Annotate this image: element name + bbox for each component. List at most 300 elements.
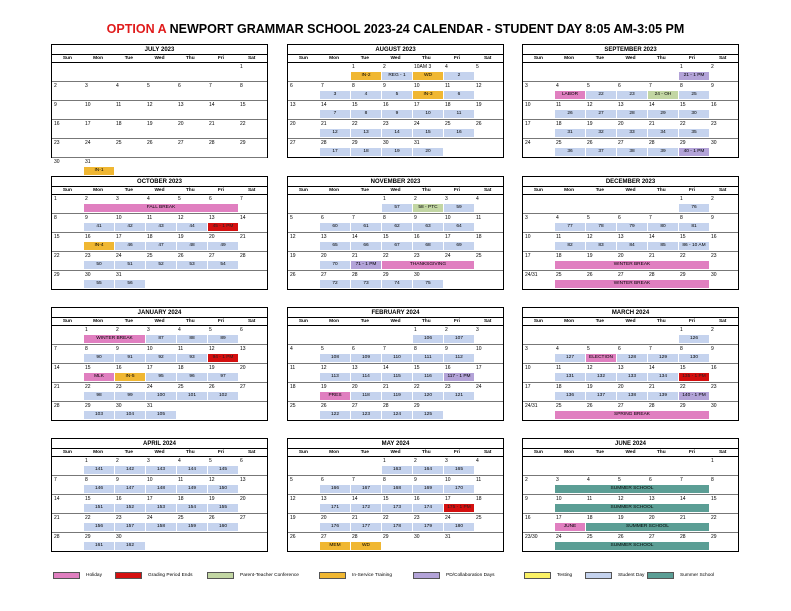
- day-number: 14: [649, 365, 655, 371]
- day-number: 30: [711, 140, 717, 146]
- day-number: 6: [321, 215, 324, 221]
- legend-label: Student Day: [618, 573, 645, 578]
- day-event-student: 88: [177, 335, 207, 343]
- day-event-student: 172: [351, 504, 381, 512]
- title-option: OPTION A: [106, 22, 167, 36]
- day-number: 22: [680, 121, 686, 127]
- day-number: 9: [711, 83, 714, 89]
- month-block: [522, 44, 739, 158]
- day-number: 27: [618, 272, 624, 278]
- day-number: 2: [525, 477, 528, 483]
- day-event-student: 119: [382, 392, 412, 400]
- day-name: Wed: [390, 188, 401, 193]
- day-number: 24: [556, 534, 562, 540]
- day-number: 29: [240, 140, 246, 146]
- month-title: JULY 2023: [52, 45, 267, 55]
- day-number: 1: [85, 458, 88, 464]
- day-header-row: [52, 55, 267, 63]
- month-title: JUNE 2024: [523, 439, 738, 449]
- day-number: 16: [445, 365, 451, 371]
- day-number: 15: [383, 496, 389, 502]
- day-event-student: 133: [617, 373, 647, 381]
- day-number: 11: [445, 83, 451, 89]
- day-number: 12: [618, 496, 624, 502]
- day-name: Thu: [421, 450, 431, 455]
- day-number: 26: [209, 515, 215, 521]
- day-event-grading: 135 - 1 PM: [679, 373, 709, 381]
- day-number: 25: [476, 253, 482, 259]
- day-number: 10: [445, 477, 451, 483]
- day-number: 20: [618, 253, 624, 259]
- day-number: 5: [209, 458, 212, 464]
- day-number: 8: [85, 477, 88, 483]
- day-event-student: 97: [208, 373, 238, 381]
- day-number: 16: [116, 496, 122, 502]
- day-number: 23: [445, 384, 451, 390]
- day-number: 26: [587, 403, 593, 409]
- day-number: 29: [352, 140, 358, 146]
- day-number: 28: [54, 534, 60, 540]
- day-number: 3: [525, 215, 528, 221]
- day-number: 18: [445, 102, 451, 108]
- week-row: [523, 139, 738, 158]
- day-number: 13: [618, 102, 624, 108]
- day-event-student: 90: [84, 354, 114, 362]
- day-number: 6: [209, 196, 212, 202]
- day-name: Fri: [453, 188, 461, 193]
- day-number: 17: [116, 234, 122, 240]
- day-event-student: 111: [413, 354, 443, 362]
- day-event-student: 32: [586, 129, 616, 137]
- day-number: 18: [290, 384, 296, 390]
- day-number: 13: [618, 365, 624, 371]
- legend-swatch: [115, 572, 142, 579]
- day-event-student: 22: [586, 91, 616, 99]
- day-event-student: 54: [208, 261, 238, 269]
- day-name: Sat: [247, 56, 256, 61]
- day-name: Mon: [564, 450, 574, 455]
- week-row: [288, 82, 503, 101]
- day-event-student: 165: [444, 466, 474, 474]
- day-number: 28: [54, 403, 60, 409]
- day-number: 22: [85, 515, 91, 521]
- day-event-student: 11: [444, 110, 474, 118]
- day-number: 5: [290, 477, 293, 483]
- week-row: [523, 326, 738, 345]
- day-number: 29: [54, 272, 60, 278]
- day-name: Wed: [625, 56, 636, 61]
- day-number: 17: [445, 234, 451, 240]
- day-number: 25: [147, 253, 153, 259]
- day-number: 27: [321, 272, 327, 278]
- day-event-student: 180: [444, 523, 474, 531]
- day-number: 24/31: [525, 403, 538, 409]
- day-event-student: 68: [413, 242, 443, 250]
- day-number: 30: [54, 159, 60, 165]
- day-number: 11: [178, 346, 184, 352]
- day-number: 29: [680, 403, 686, 409]
- day-name: Sat: [247, 319, 256, 324]
- day-event-student: 46: [115, 242, 145, 250]
- day-event-student: 99: [115, 392, 145, 400]
- day-event-ptc: 58 - PTC: [413, 204, 443, 212]
- day-number: 6: [649, 477, 652, 483]
- day-name: Sat: [718, 188, 727, 193]
- day-number: 29: [414, 403, 420, 409]
- day-number: 4: [556, 83, 559, 89]
- week-row: [52, 495, 267, 514]
- day-event-inservice: IN-2: [351, 72, 381, 80]
- day-number: 20: [618, 121, 624, 127]
- day-event-student: 108: [320, 354, 350, 362]
- week-row: [288, 139, 503, 158]
- day-number: 12: [290, 496, 296, 502]
- day-number: 12: [476, 83, 482, 89]
- day-number: 7: [209, 83, 212, 89]
- day-event-holiday: JUNE: [555, 523, 585, 531]
- day-header-row: [52, 187, 267, 195]
- month-title: FEBRUARY 2024: [288, 308, 503, 318]
- day-name: Sun: [533, 319, 543, 324]
- day-event-student: 53: [177, 261, 207, 269]
- day-number: 2: [116, 327, 119, 333]
- day-number: 28: [352, 534, 358, 540]
- day-event-student: 17: [320, 148, 350, 156]
- day-number: 28: [680, 534, 686, 540]
- day-event-student: 120: [413, 392, 443, 400]
- month-title: MARCH 2024: [523, 308, 738, 318]
- day-event-student: 156: [84, 523, 114, 531]
- day-name: Thu: [656, 450, 666, 455]
- day-number: 12: [178, 215, 184, 221]
- day-event-student: 92: [146, 354, 176, 362]
- day-number: 20: [209, 234, 215, 240]
- day-event-student: 62: [382, 223, 412, 231]
- day-number: 22: [383, 253, 389, 259]
- day-number: 19: [178, 234, 184, 240]
- day-number: 28: [352, 272, 358, 278]
- title-text: NEWPORT GRAMMAR SCHOOL 2023-24 CALENDAR - STUDENT DAY 8:05 AM-3:05 PM: [166, 22, 685, 36]
- day-number: 2: [414, 458, 417, 464]
- day-name: Sun: [298, 450, 308, 455]
- day-name: Fri: [217, 319, 225, 324]
- day-number: 21: [240, 234, 246, 240]
- day-event-student: 34: [648, 129, 678, 137]
- day-number: 27: [240, 515, 246, 521]
- day-number: 29: [680, 140, 686, 146]
- day-number: 27: [618, 140, 624, 146]
- day-number: 9: [445, 346, 448, 352]
- day-name: Tue: [360, 56, 369, 61]
- day-number: 18: [587, 515, 593, 521]
- day-event-student: 129: [648, 354, 678, 362]
- day-name: Thu: [185, 56, 195, 61]
- day-name: Wed: [154, 450, 165, 455]
- month-title: AUGUST 2023: [288, 45, 503, 55]
- month-title: SEPTEMBER 2023: [523, 45, 738, 55]
- day-event-student: 167: [351, 485, 381, 493]
- day-header-row: [288, 187, 503, 195]
- day-event-student: 8: [351, 110, 381, 118]
- day-number: 8: [85, 346, 88, 352]
- day-name: Fri: [453, 56, 461, 61]
- week-row: [288, 63, 503, 82]
- month-block: [287, 44, 504, 158]
- week-row: [288, 533, 503, 552]
- day-event-student: 70: [320, 261, 350, 269]
- day-number: 13: [209, 215, 215, 221]
- day-number: 25: [556, 272, 562, 278]
- day-event-holiday: THANKSGIVING: [382, 261, 474, 269]
- day-event-student: 166: [320, 485, 350, 493]
- day-event-student: 176: [320, 523, 350, 531]
- day-name: Mon: [329, 319, 339, 324]
- day-event-student: 118: [351, 392, 381, 400]
- day-number: 9: [525, 496, 528, 502]
- day-number: 23: [711, 253, 717, 259]
- day-name: Fri: [217, 450, 225, 455]
- day-number: 26: [290, 534, 296, 540]
- day-event-student: 27: [586, 110, 616, 118]
- day-number: 13: [618, 234, 624, 240]
- day-event-student: 114: [351, 373, 381, 381]
- week-row: [523, 533, 738, 552]
- day-event-student: 152: [115, 504, 145, 512]
- day-name: Wed: [390, 56, 401, 61]
- day-event-student: 153: [146, 504, 176, 512]
- day-event-student: 49: [208, 242, 238, 250]
- day-event-student: 171: [320, 504, 350, 512]
- day-event-student: 82: [555, 242, 585, 250]
- day-number: 30: [116, 534, 122, 540]
- day-name: Tue: [124, 188, 133, 193]
- day-number: 7: [649, 346, 652, 352]
- day-number: 15: [680, 102, 686, 108]
- day-event-student: 150: [208, 485, 238, 493]
- week-row: [52, 364, 267, 383]
- day-number: 11: [556, 365, 562, 371]
- day-number: 20: [618, 384, 624, 390]
- month-block: [51, 307, 268, 421]
- day-number: 4: [116, 83, 119, 89]
- week-row: [523, 63, 738, 82]
- day-number: 25: [556, 140, 562, 146]
- day-number: 14: [54, 496, 60, 502]
- day-number: 14: [240, 215, 246, 221]
- day-event-student: 91: [115, 354, 145, 362]
- day-event-student: 61: [351, 223, 381, 231]
- day-number: 17: [445, 496, 451, 502]
- day-event-student: 163: [382, 466, 412, 474]
- day-event-student: 93: [177, 354, 207, 362]
- day-number: 19: [209, 365, 215, 371]
- month-block: [51, 176, 268, 290]
- day-number: 9: [85, 215, 88, 221]
- day-name: Sun: [533, 56, 543, 61]
- day-number: 2: [711, 64, 714, 70]
- day-number: 16: [711, 102, 717, 108]
- day-number: 9: [711, 215, 714, 221]
- day-number: 3: [85, 83, 88, 89]
- day-event-student: 173: [382, 504, 412, 512]
- day-number: 19: [321, 384, 327, 390]
- day-event-student: 25: [679, 91, 709, 99]
- day-number: 22: [352, 121, 358, 127]
- day-name: Sat: [483, 319, 492, 324]
- day-event-student: 74: [382, 280, 412, 288]
- day-event-holiday: LABOR: [555, 91, 585, 99]
- day-name: Fri: [688, 188, 696, 193]
- day-event-student: 33: [617, 129, 647, 137]
- day-number: 18: [476, 496, 482, 502]
- month-block: [51, 438, 268, 552]
- day-number: 24: [476, 384, 482, 390]
- day-name: Wed: [625, 450, 636, 455]
- day-event-student: 73: [351, 280, 381, 288]
- day-number: 4: [556, 215, 559, 221]
- day-name: Tue: [595, 450, 604, 455]
- day-number: 25: [476, 515, 482, 521]
- day-number: 21: [649, 384, 655, 390]
- day-number: 28: [321, 140, 327, 146]
- day-number: 5: [618, 477, 621, 483]
- day-number: 4: [147, 196, 150, 202]
- day-number: 16: [85, 234, 91, 240]
- day-number: 13: [290, 102, 296, 108]
- month-block: [287, 176, 504, 290]
- day-event-inservice: IN-4: [84, 242, 114, 250]
- legend-label: Summer School: [680, 573, 715, 578]
- day-number: 1: [383, 196, 386, 202]
- day-event-student: 100: [146, 392, 176, 400]
- week-row: [523, 345, 738, 364]
- day-event-student: 15: [413, 129, 443, 137]
- day-event-summer: SUMMER SCHOOL: [555, 542, 709, 550]
- day-event-student: 66: [351, 242, 381, 250]
- day-number: 18: [556, 253, 562, 259]
- day-number: 24: [525, 140, 531, 146]
- day-event-student: 64: [444, 223, 474, 231]
- day-number: 8: [54, 215, 57, 221]
- day-number: 16: [711, 234, 717, 240]
- day-number: 12: [321, 365, 327, 371]
- day-event-student: 138: [617, 392, 647, 400]
- day-number: 13: [321, 496, 327, 502]
- day-number: 21: [649, 121, 655, 127]
- day-event-student: 147: [115, 485, 145, 493]
- day-number: 2: [85, 196, 88, 202]
- day-number: 9: [414, 215, 417, 221]
- day-name: Sun: [62, 450, 72, 455]
- month-title: MAY 2024: [288, 439, 503, 449]
- day-number: 9: [54, 102, 57, 108]
- day-number: 3: [556, 477, 559, 483]
- day-event-pd: 117 - 1 PM: [444, 373, 474, 381]
- day-event-student: 126: [679, 335, 709, 343]
- day-name: Sat: [718, 450, 727, 455]
- day-number: 23: [54, 140, 60, 146]
- day-number: 13: [240, 477, 246, 483]
- day-number: 15: [711, 496, 717, 502]
- day-number: 11: [587, 496, 593, 502]
- day-number: 30: [116, 403, 122, 409]
- day-name: Sat: [247, 188, 256, 193]
- day-number: 9: [414, 477, 417, 483]
- day-number: 4: [556, 346, 559, 352]
- day-number: 19: [587, 253, 593, 259]
- day-number: 13: [178, 102, 184, 108]
- day-event-student: 124: [382, 411, 412, 419]
- day-number: 6: [618, 215, 621, 221]
- day-number: 28: [240, 253, 246, 259]
- day-event-student: 157: [115, 523, 145, 531]
- day-number: 22: [240, 121, 246, 127]
- day-name: Sun: [533, 450, 543, 455]
- day-name: Mon: [564, 188, 574, 193]
- day-number: 25: [587, 534, 593, 540]
- day-event-student: 154: [177, 504, 207, 512]
- day-number: 28: [383, 403, 389, 409]
- week-row: [52, 214, 267, 233]
- day-number: 1: [711, 458, 714, 464]
- day-number: 22: [54, 253, 60, 259]
- day-event-student: 23: [617, 91, 647, 99]
- day-name: Fri: [688, 450, 696, 455]
- day-number: 21: [321, 121, 327, 127]
- day-number: 25: [116, 140, 122, 146]
- day-number: 15: [85, 365, 91, 371]
- day-number: 1: [414, 327, 417, 333]
- day-event-student: 31: [555, 129, 585, 137]
- day-event-student: 59: [444, 204, 474, 212]
- day-event-student: 130: [679, 354, 709, 362]
- day-number: 15: [680, 365, 686, 371]
- week-row: [288, 233, 503, 252]
- month-title: OCTOBER 2023: [52, 177, 267, 187]
- day-header-row: [523, 187, 738, 195]
- day-number: 29: [85, 534, 91, 540]
- week-row: [523, 364, 738, 383]
- day-number: 12: [587, 234, 593, 240]
- day-name: Sun: [298, 188, 308, 193]
- day-number: 21: [54, 384, 60, 390]
- day-event-inservice: IN-3: [413, 91, 443, 99]
- day-event-student: 110: [382, 354, 412, 362]
- day-number: 26: [147, 140, 153, 146]
- day-number: 30: [711, 403, 717, 409]
- week-row: [523, 252, 738, 271]
- day-event-student: 60: [320, 223, 350, 231]
- day-number: 16: [414, 234, 420, 240]
- day-event-student: 30: [679, 110, 709, 118]
- day-number: 28: [649, 272, 655, 278]
- day-number: 3: [147, 458, 150, 464]
- day-number: 15: [85, 496, 91, 502]
- week-row: [52, 514, 267, 533]
- day-number: 20: [178, 121, 184, 127]
- day-event-student: 131: [555, 373, 585, 381]
- day-number: 18: [178, 496, 184, 502]
- day-number: 3: [116, 196, 119, 202]
- day-number: 19: [476, 102, 482, 108]
- day-number: 9: [383, 83, 386, 89]
- day-number: 26: [587, 140, 593, 146]
- month-block: [522, 307, 739, 421]
- day-number: 14: [680, 496, 686, 502]
- week-row: [523, 457, 738, 476]
- day-number: 3: [147, 327, 150, 333]
- day-event-student: 37: [586, 148, 616, 156]
